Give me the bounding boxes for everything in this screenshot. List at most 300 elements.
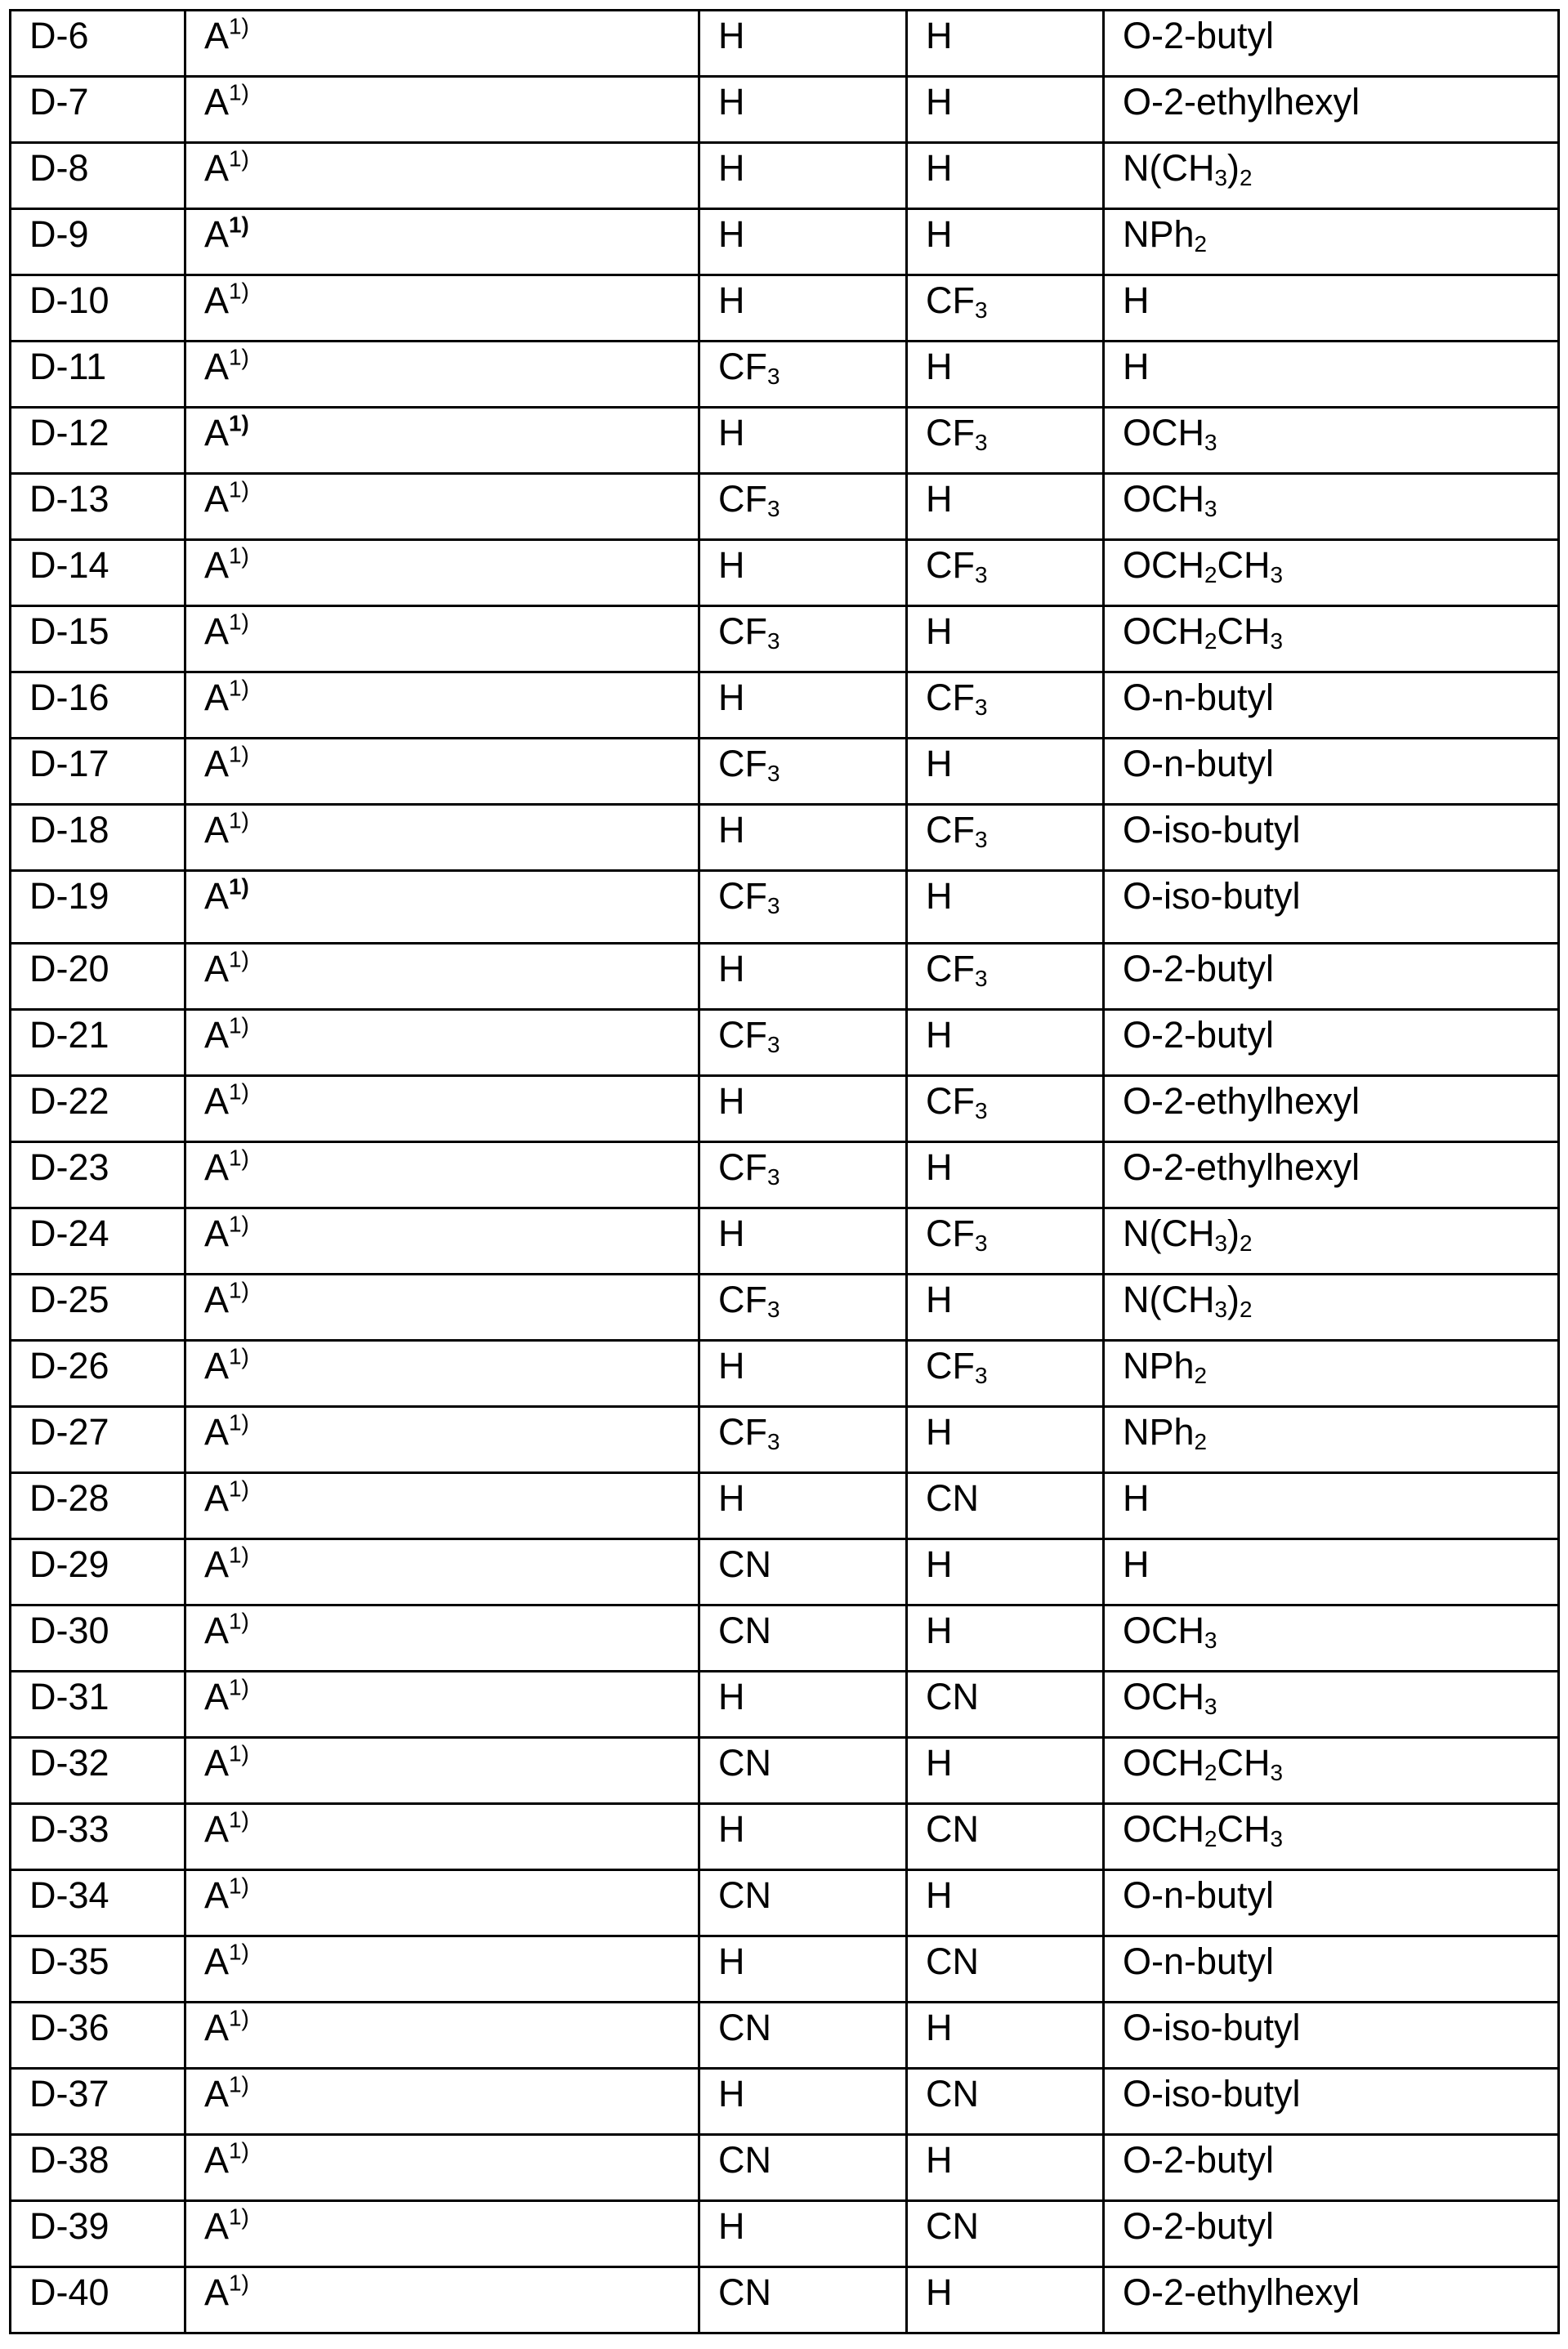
cell-r1 xyxy=(699,408,907,474)
cell-group-text: A xyxy=(204,1477,230,1519)
cell-id-text: D-28 xyxy=(29,1477,109,1519)
cell-r1 xyxy=(699,1605,907,1672)
cell-id-text: D-34 xyxy=(29,1874,109,1916)
table-row xyxy=(11,275,1559,342)
cell-group-text: A xyxy=(204,1808,230,1850)
cell-group xyxy=(185,1605,699,1672)
cell-r1-text: H xyxy=(718,1940,745,1982)
cell-group-text: A xyxy=(204,412,230,453)
cell-id-text: D-26 xyxy=(29,1345,109,1387)
cell-r2-text: H xyxy=(926,1742,953,1784)
cell-r1 xyxy=(699,944,907,1010)
cell-r2-text: H xyxy=(926,1014,953,1056)
footnote-marker: 1) xyxy=(229,1409,249,1436)
cell-r3 xyxy=(1104,143,1559,209)
cell-group-text: A xyxy=(204,279,230,321)
cell-id xyxy=(11,739,185,805)
cell-id xyxy=(11,1672,185,1738)
cell-r1 xyxy=(699,1275,907,1341)
footnote-marker: 1) xyxy=(229,543,249,569)
cell-r1 xyxy=(699,1738,907,1804)
cell-r1 xyxy=(699,1341,907,1407)
footnote-marker: 1) xyxy=(229,2137,249,2164)
cell-id-text: D-17 xyxy=(29,743,109,784)
footnote-marker: 1) xyxy=(229,1806,249,1833)
cell-r3-text: O-n-butyl xyxy=(1123,1874,1275,1916)
cell-id-text: D-7 xyxy=(29,81,89,123)
cell-group xyxy=(185,342,699,408)
cell-id xyxy=(11,1804,185,1870)
footnote-marker: 1) xyxy=(229,675,249,701)
cell-r2 xyxy=(907,1870,1104,1936)
cell-r2 xyxy=(907,474,1104,540)
table-row xyxy=(11,2003,1559,2069)
cell-group-text: A xyxy=(204,1080,230,1122)
cell-id-text: D-33 xyxy=(29,1808,109,1850)
cell-r2 xyxy=(907,1473,1104,1539)
footnote-marker: 1) xyxy=(229,1674,249,1700)
cell-group xyxy=(185,2201,699,2267)
cell-id-text: D-19 xyxy=(29,875,109,917)
cell-id xyxy=(11,606,185,672)
cell-r1-text: H xyxy=(718,279,745,321)
cell-r3-text: H xyxy=(1123,1477,1150,1519)
cell-id xyxy=(11,672,185,739)
cell-r3-text: O-iso-butyl xyxy=(1123,2007,1301,2048)
cell-r2-text: H xyxy=(926,147,953,189)
cell-r2-text: $CF_3$ xyxy=(926,412,988,456)
cell-r1 xyxy=(699,540,907,606)
cell-r3-text: H xyxy=(1123,346,1150,387)
cell-id-text: D-39 xyxy=(29,2205,109,2247)
cell-r3-text: $N(CH_3)_2$ xyxy=(1123,147,1253,191)
cell-r3 xyxy=(1104,1341,1559,1407)
cell-group xyxy=(185,1473,699,1539)
cell-r1 xyxy=(699,11,907,77)
cell-r3 xyxy=(1104,1539,1559,1605)
cell-r3-text: O-n-butyl xyxy=(1123,743,1275,784)
cell-r2 xyxy=(907,739,1104,805)
footnote-marker: 1) xyxy=(229,2071,249,2097)
cell-group-text: A xyxy=(204,15,230,56)
cell-r1-text: H xyxy=(718,1808,745,1850)
cell-id-text: D-12 xyxy=(29,412,109,453)
cell-r1 xyxy=(699,209,907,275)
cell-id xyxy=(11,540,185,606)
cell-r3 xyxy=(1104,1010,1559,1076)
cell-r2-text: H xyxy=(926,346,953,387)
footnote-marker: 1) xyxy=(229,145,249,172)
cell-r2 xyxy=(907,944,1104,1010)
cell-r3-text: O-2-ethylhexyl xyxy=(1123,81,1360,123)
cell-id-text: D-18 xyxy=(29,809,109,851)
footnote-marker: 1) xyxy=(229,1145,249,1171)
cell-r2-text: H xyxy=(926,1411,953,1453)
cell-r1-text: H xyxy=(718,2073,745,2115)
cell-id xyxy=(11,1936,185,2003)
cell-r1-text: CN xyxy=(718,1742,771,1784)
cell-id xyxy=(11,1076,185,1142)
cell-r3-text: $N(CH_3)_2$ xyxy=(1123,1279,1253,1323)
cell-r1 xyxy=(699,1539,907,1605)
cell-r3-text: $OCH_2CH_3$ xyxy=(1123,544,1284,588)
cell-r2 xyxy=(907,1341,1104,1407)
cell-r3-text: NPh$_2$ xyxy=(1123,1345,1208,1389)
cell-r3 xyxy=(1104,1142,1559,1208)
cell-r3 xyxy=(1104,739,1559,805)
cell-r1 xyxy=(699,1407,907,1473)
footnote-marker: 1) xyxy=(229,1939,249,1965)
cell-r1-text: $CF_3$ xyxy=(718,346,780,390)
cell-r3-text: O-iso-butyl xyxy=(1123,2073,1301,2115)
footnote-marker: 1) xyxy=(229,1740,249,1766)
table-row xyxy=(11,739,1559,805)
cell-id xyxy=(11,2201,185,2267)
table-row xyxy=(11,1936,1559,2003)
table-row xyxy=(11,1473,1559,1539)
cell-r2 xyxy=(907,1076,1104,1142)
cell-group xyxy=(185,1672,699,1738)
cell-group xyxy=(185,408,699,474)
cell-r2-text: H xyxy=(926,743,953,784)
cell-r2-text: H xyxy=(926,2007,953,2048)
cell-r2 xyxy=(907,1142,1104,1208)
footnote-marker: 1) xyxy=(229,2270,249,2296)
table-row xyxy=(11,474,1559,540)
cell-r2 xyxy=(907,1010,1104,1076)
cell-r3 xyxy=(1104,474,1559,540)
footnote-marker: 1) xyxy=(229,278,249,304)
cell-id-text: D-40 xyxy=(29,2271,109,2313)
cell-id-text: D-32 xyxy=(29,1742,109,1784)
table-row xyxy=(11,143,1559,209)
cell-r3 xyxy=(1104,1605,1559,1672)
cell-r2-text: H xyxy=(926,2139,953,2181)
cell-r1-text: $CF_3$ xyxy=(718,1279,780,1323)
cell-group-text: A xyxy=(204,1279,230,1320)
cell-group-text: A xyxy=(204,2205,230,2247)
cell-r2 xyxy=(907,672,1104,739)
cell-id xyxy=(11,1010,185,1076)
cell-r1-text: H xyxy=(718,1676,745,1717)
cell-r2 xyxy=(907,1804,1104,1870)
cell-r3-text: O-2-butyl xyxy=(1123,15,1275,56)
cell-r1 xyxy=(699,1208,907,1275)
cell-r3-text: O-iso-butyl xyxy=(1123,809,1301,851)
cell-id xyxy=(11,1605,185,1672)
table-row xyxy=(11,1275,1559,1341)
cell-r2 xyxy=(907,1275,1104,1341)
cell-r1-text: H xyxy=(718,147,745,189)
cell-group xyxy=(185,871,699,944)
footnote-marker: 1) xyxy=(229,1343,249,1369)
cell-id-text: D-14 xyxy=(29,544,109,586)
cell-id xyxy=(11,209,185,275)
table-row xyxy=(11,1142,1559,1208)
cell-id-text: D-35 xyxy=(29,1940,109,1982)
cell-r2-text: CN xyxy=(926,1676,979,1717)
cell-r2 xyxy=(907,1738,1104,1804)
cell-id xyxy=(11,2267,185,2333)
cell-r1-text: $CF_3$ xyxy=(718,1411,780,1455)
table-row xyxy=(11,672,1559,739)
footnote-marker: 1) xyxy=(229,410,249,436)
cell-id xyxy=(11,1473,185,1539)
cell-r1-text: H xyxy=(718,2205,745,2247)
cell-r1-text: $CF_3$ xyxy=(718,610,780,654)
table-row xyxy=(11,1870,1559,1936)
cell-r1-text: CN xyxy=(718,2271,771,2313)
cell-id-text: D-21 xyxy=(29,1014,109,1056)
cell-id xyxy=(11,944,185,1010)
cell-group xyxy=(185,1870,699,1936)
cell-r1-text: $CF_3$ xyxy=(718,875,780,919)
cell-group xyxy=(185,1142,699,1208)
cell-group-text: A xyxy=(204,213,230,255)
table-row xyxy=(11,1804,1559,1870)
footnote-marker: 1) xyxy=(229,1608,249,1634)
cell-group-text: A xyxy=(204,81,230,123)
cell-id-text: D-25 xyxy=(29,1279,109,1320)
cell-r1-text: H xyxy=(718,948,745,989)
cell-r2 xyxy=(907,540,1104,606)
cell-r2 xyxy=(907,209,1104,275)
footnote-marker: 1) xyxy=(229,1542,249,1568)
cell-r2-text: CN xyxy=(926,2073,979,2115)
cell-r2-text: H xyxy=(926,1874,953,1916)
table-row xyxy=(11,2201,1559,2267)
cell-group xyxy=(185,2135,699,2201)
cell-id-text: D-22 xyxy=(29,1080,109,1122)
footnote-marker: 1) xyxy=(229,1277,249,1303)
footnote-marker: 1) xyxy=(229,1211,249,1237)
cell-group xyxy=(185,606,699,672)
table-row xyxy=(11,342,1559,408)
cell-r1 xyxy=(699,1473,907,1539)
cell-r2-text: H xyxy=(926,213,953,255)
cell-group-text: A xyxy=(204,677,230,718)
cell-group xyxy=(185,1341,699,1407)
cell-group-text: A xyxy=(204,2007,230,2048)
cell-r1-text: H xyxy=(718,213,745,255)
cell-r3 xyxy=(1104,606,1559,672)
cell-group-text: A xyxy=(204,743,230,784)
cell-id xyxy=(11,871,185,944)
cell-r1 xyxy=(699,143,907,209)
cell-r2-text: $CF_3$ xyxy=(926,279,988,324)
cell-r1 xyxy=(699,1076,907,1142)
cell-id xyxy=(11,1142,185,1208)
cell-r2-text: H xyxy=(926,1279,953,1320)
cell-r2-text: H xyxy=(926,478,953,520)
cell-r1 xyxy=(699,606,907,672)
cell-group xyxy=(185,275,699,342)
cell-group-text: A xyxy=(204,1543,230,1585)
table-row xyxy=(11,944,1559,1010)
cell-r1 xyxy=(699,871,907,944)
cell-group xyxy=(185,1275,699,1341)
cell-id-text: D-36 xyxy=(29,2007,109,2048)
compound-table xyxy=(9,9,1560,2334)
cell-id xyxy=(11,1539,185,1605)
cell-r1 xyxy=(699,1804,907,1870)
cell-group xyxy=(185,672,699,739)
cell-r2 xyxy=(907,2201,1104,2267)
cell-r2 xyxy=(907,11,1104,77)
cell-r2-text: H xyxy=(926,610,953,652)
cell-r1 xyxy=(699,342,907,408)
cell-r2 xyxy=(907,2003,1104,2069)
footnote-marker: 1) xyxy=(229,1078,249,1105)
cell-group xyxy=(185,739,699,805)
cell-group xyxy=(185,540,699,606)
table-row xyxy=(11,1208,1559,1275)
cell-r2-text: $CF_3$ xyxy=(926,1080,988,1124)
table-row xyxy=(11,1407,1559,1473)
cell-r3 xyxy=(1104,1804,1559,1870)
table-row xyxy=(11,1341,1559,1407)
cell-r1 xyxy=(699,672,907,739)
cell-r2-text: H xyxy=(926,1146,953,1188)
cell-r1-text: CN xyxy=(718,2007,771,2048)
cell-r3-text: O-n-butyl xyxy=(1123,1940,1275,1982)
cell-r1 xyxy=(699,1142,907,1208)
cell-id-text: D-38 xyxy=(29,2139,109,2181)
cell-group-text: A xyxy=(204,1146,230,1188)
cell-id-text: D-8 xyxy=(29,147,89,189)
cell-id-text: D-31 xyxy=(29,1676,109,1717)
cell-r2 xyxy=(907,342,1104,408)
cell-id-text: D-27 xyxy=(29,1411,109,1453)
cell-group xyxy=(185,1407,699,1473)
cell-group-text: A xyxy=(204,1212,230,1254)
cell-r3 xyxy=(1104,2135,1559,2201)
footnote-marker: 1) xyxy=(229,609,249,635)
table-row xyxy=(11,1605,1559,1672)
cell-r3-text: $OCH_3$ xyxy=(1123,412,1217,456)
compound-table-body xyxy=(11,11,1559,2333)
cell-id-text: D-6 xyxy=(29,15,89,56)
cell-r1-text: H xyxy=(718,1477,745,1519)
cell-r1 xyxy=(699,2003,907,2069)
cell-r3 xyxy=(1104,1275,1559,1341)
cell-group xyxy=(185,1539,699,1605)
cell-r1-text: H xyxy=(718,412,745,453)
cell-r3-text: NPh$_2$ xyxy=(1123,1411,1208,1455)
cell-r3-text: NPh$_2$ xyxy=(1123,213,1208,257)
cell-group-text: A xyxy=(204,1940,230,1982)
cell-id xyxy=(11,342,185,408)
cell-r2 xyxy=(907,2135,1104,2201)
footnote-marker: 1) xyxy=(229,1476,249,1502)
cell-r3 xyxy=(1104,1407,1559,1473)
cell-r2-text: CN xyxy=(926,2205,979,2247)
cell-group-text: A xyxy=(204,1676,230,1717)
cell-r1 xyxy=(699,1672,907,1738)
cell-r3-text: O-2-ethylhexyl xyxy=(1123,1080,1360,1122)
cell-r3-text: O-2-butyl xyxy=(1123,948,1275,989)
cell-id xyxy=(11,1407,185,1473)
cell-r3 xyxy=(1104,2003,1559,2069)
cell-group-text: A xyxy=(204,1014,230,1056)
cell-r1-text: H xyxy=(718,81,745,123)
cell-id xyxy=(11,77,185,143)
cell-r3-text: $OCH_2CH_3$ xyxy=(1123,1742,1284,1786)
cell-id xyxy=(11,2003,185,2069)
cell-r1-text: H xyxy=(718,544,745,586)
cell-r3-text: O-2-ethylhexyl xyxy=(1123,2271,1360,2313)
cell-r2 xyxy=(907,1672,1104,1738)
cell-group xyxy=(185,1738,699,1804)
cell-r2-text: H xyxy=(926,1543,953,1585)
table-row xyxy=(11,209,1559,275)
cell-r3-text: H xyxy=(1123,1543,1150,1585)
cell-r3 xyxy=(1104,275,1559,342)
cell-r3 xyxy=(1104,1738,1559,1804)
table-row xyxy=(11,1672,1559,1738)
cell-r2 xyxy=(907,1605,1104,1672)
cell-id-text: D-20 xyxy=(29,948,109,989)
cell-group-text: A xyxy=(204,1610,230,1651)
cell-group-text: A xyxy=(204,147,230,189)
footnote-marker: 1) xyxy=(229,873,249,900)
cell-r1-text: CN xyxy=(718,1543,771,1585)
cell-r2-text: $CF_3$ xyxy=(926,948,988,992)
footnote-marker: 1) xyxy=(229,807,249,833)
cell-r1-text: $CF_3$ xyxy=(718,1014,780,1058)
cell-r2 xyxy=(907,2267,1104,2333)
table-row xyxy=(11,1076,1559,1142)
cell-group-text: A xyxy=(204,1345,230,1387)
cell-r1-text: H xyxy=(718,677,745,718)
cell-id xyxy=(11,1738,185,1804)
cell-r2 xyxy=(907,1539,1104,1605)
cell-r3-text: O-2-ethylhexyl xyxy=(1123,1146,1360,1188)
table-row xyxy=(11,408,1559,474)
footnote-marker: 1) xyxy=(229,1012,249,1038)
cell-group xyxy=(185,2003,699,2069)
cell-r3 xyxy=(1104,408,1559,474)
cell-id-text: D-13 xyxy=(29,478,109,520)
table-row xyxy=(11,1738,1559,1804)
cell-r1 xyxy=(699,2201,907,2267)
cell-r3-text: O-2-butyl xyxy=(1123,2139,1275,2181)
cell-r3 xyxy=(1104,77,1559,143)
cell-r3-text: H xyxy=(1123,279,1150,321)
footnote-marker: 1) xyxy=(229,2005,249,2031)
footnote-marker: 1) xyxy=(229,2204,249,2230)
cell-r3 xyxy=(1104,1076,1559,1142)
cell-r3 xyxy=(1104,209,1559,275)
cell-group xyxy=(185,474,699,540)
table-row xyxy=(11,1010,1559,1076)
cell-id xyxy=(11,1870,185,1936)
cell-r1-text: $CF_3$ xyxy=(718,1146,780,1190)
cell-id xyxy=(11,1275,185,1341)
cell-group-text: A xyxy=(204,1874,230,1916)
cell-r1 xyxy=(699,1010,907,1076)
cell-group-text: A xyxy=(204,544,230,586)
cell-group xyxy=(185,209,699,275)
footnote-marker: 1) xyxy=(229,741,249,767)
cell-r3 xyxy=(1104,342,1559,408)
cell-group xyxy=(185,944,699,1010)
cell-id xyxy=(11,805,185,871)
cell-group-text: A xyxy=(204,346,230,387)
cell-group xyxy=(185,1010,699,1076)
cell-r2-text: H xyxy=(926,81,953,123)
cell-id-text: D-10 xyxy=(29,279,109,321)
